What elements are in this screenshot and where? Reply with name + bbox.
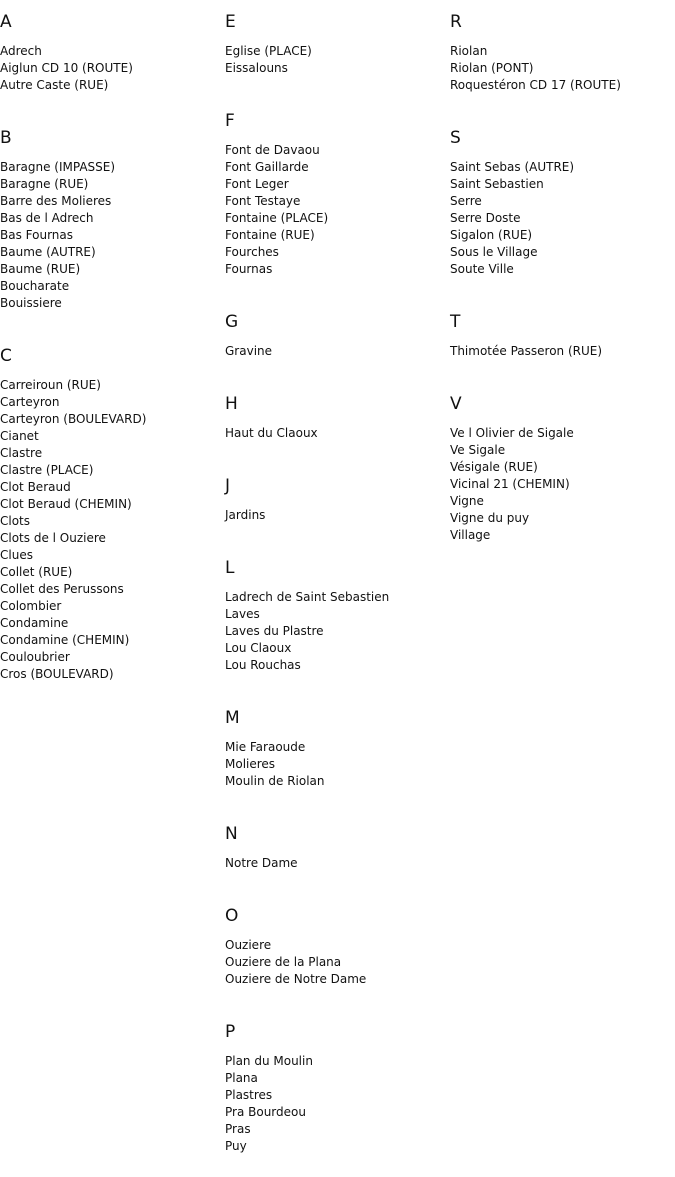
letter-group xyxy=(225,300,445,382)
street-name-link[interactable]: Eglise (PLACE) xyxy=(225,44,312,58)
letter-heading: M xyxy=(225,708,240,728)
street-name-link[interactable]: Carreiroun (RUE) xyxy=(0,378,101,392)
street-name-link[interactable]: Roquestéron CD 17 (ROUTE) xyxy=(450,78,621,92)
street-name-link[interactable]: Laves xyxy=(225,607,260,621)
street-name-link[interactable]: Saint Sebastien xyxy=(450,177,544,191)
street-name-link[interactable]: Jardins xyxy=(225,508,266,522)
street-name-link[interactable]: Riolan (PONT) xyxy=(450,61,534,75)
street-name-link[interactable]: Vésigale (RUE) xyxy=(450,460,538,474)
street-name-link[interactable]: Cros (BOULEVARD) xyxy=(0,667,114,681)
street-name-link[interactable]: Laves du Plastre xyxy=(225,624,324,638)
street-name-link[interactable]: Condamine xyxy=(0,616,69,630)
street-name-link[interactable]: Serre xyxy=(450,194,482,208)
street-list xyxy=(450,148,670,300)
street-name-link[interactable]: Sous le Village xyxy=(450,245,538,259)
street-name-link[interactable]: Collet (RUE) xyxy=(0,565,73,579)
letter-group xyxy=(225,0,445,99)
letter-group xyxy=(225,464,445,546)
street-name-link[interactable]: Fourches xyxy=(225,245,279,259)
street-name-link[interactable]: Plastres xyxy=(225,1088,273,1102)
street-name-link[interactable]: Notre Dame xyxy=(225,856,298,870)
street-name-link[interactable]: Haut du Claoux xyxy=(225,426,318,440)
street-name-link[interactable]: Gravine xyxy=(225,344,273,358)
letter-heading: F xyxy=(225,111,235,131)
street-name-link[interactable]: Autre Caste (RUE) xyxy=(0,78,109,92)
street-list xyxy=(450,332,670,382)
street-name-link[interactable]: Plana xyxy=(225,1071,258,1085)
letter-heading: O xyxy=(225,906,239,926)
street-name-link[interactable]: Serre Doste xyxy=(450,211,521,225)
letter-group xyxy=(225,99,445,300)
street-name-link[interactable]: Lou Rouchas xyxy=(225,658,301,672)
letter-group xyxy=(450,116,670,300)
street-name-link[interactable]: Puy xyxy=(225,1139,247,1153)
street-list xyxy=(225,844,445,894)
street-list xyxy=(225,1042,445,1177)
street-name-link[interactable]: Vicinal 21 (CHEMIN) xyxy=(450,477,570,491)
street-list xyxy=(450,414,670,566)
street-name-link[interactable]: Lou Claoux xyxy=(225,641,292,655)
street-name-link[interactable]: Clots de l Ouziere xyxy=(0,531,106,545)
letter-heading: E xyxy=(225,12,236,32)
street-name-link[interactable]: Village xyxy=(450,528,491,542)
street-name-link[interactable]: Ouziere xyxy=(225,938,272,952)
street-name-link[interactable]: Carteyron xyxy=(0,395,60,409)
street-name-link[interactable]: Saint Sebas (AUTRE) xyxy=(450,160,575,174)
letter-heading: S xyxy=(450,128,461,148)
street-name-link[interactable]: Sigalon (RUE) xyxy=(450,228,533,242)
street-name-link[interactable]: Ouziere de la Plana xyxy=(225,955,342,969)
street-name-link[interactable]: Baragne (IMPASSE) xyxy=(0,160,116,174)
street-name-link[interactable]: Fontaine (RUE) xyxy=(225,228,315,242)
letter-group xyxy=(225,696,445,812)
street-name-link[interactable]: Clot Beraud (CHEMIN) xyxy=(0,497,132,511)
letter-heading: J xyxy=(225,476,231,496)
letter-heading: V xyxy=(450,394,462,414)
letter-group xyxy=(0,116,220,334)
street-list xyxy=(450,32,670,116)
letter-group xyxy=(225,1010,445,1177)
street-name-link[interactable]: Bouissiere xyxy=(0,296,62,310)
letter-group xyxy=(225,894,445,1010)
letter-group xyxy=(0,0,220,116)
street-name-link[interactable]: Eissalouns xyxy=(225,61,288,75)
street-list xyxy=(225,578,445,696)
letter-heading: L xyxy=(225,558,235,578)
street-name-link[interactable]: Vigne xyxy=(450,494,484,508)
street-name-link[interactable]: Font Testaye xyxy=(225,194,301,208)
street-name-link[interactable]: Aiglun CD 10 (ROUTE) xyxy=(0,61,133,75)
letter-group xyxy=(450,300,670,382)
street-name-link[interactable]: Vigne du puy xyxy=(450,511,530,525)
street-name-link[interactable]: Boucharate xyxy=(0,279,70,293)
street-name-link[interactable]: Ve Sigale xyxy=(450,443,506,457)
street-name-link[interactable]: Condamine (CHEMIN) xyxy=(0,633,130,647)
street-name-link[interactable]: Clot Beraud xyxy=(0,480,71,494)
street-name-link[interactable]: Riolan xyxy=(450,44,488,58)
street-name-link[interactable]: Fournas xyxy=(225,262,273,276)
street-name-link[interactable]: Couloubrier xyxy=(0,650,70,664)
street-name-link[interactable]: Molieres xyxy=(225,757,276,771)
letter-group xyxy=(225,382,445,464)
street-name-link[interactable]: Ve l Olivier de Sigale xyxy=(450,426,574,440)
street-list xyxy=(225,32,445,99)
letter-heading: T xyxy=(450,312,461,332)
letter-heading: B xyxy=(0,128,12,148)
letter-heading: A xyxy=(0,12,12,32)
street-name-link[interactable]: Plan du Moulin xyxy=(225,1054,313,1068)
street-list xyxy=(225,728,445,812)
street-name-link[interactable]: Cianet xyxy=(0,429,39,443)
street-name-link[interactable]: Soute Ville xyxy=(450,262,514,276)
street-name-link[interactable]: Baume (AUTRE) xyxy=(0,245,96,259)
street-name-link[interactable]: Clastre (PLACE) xyxy=(0,463,94,477)
street-list xyxy=(225,131,445,300)
letter-heading: C xyxy=(0,346,12,366)
street-name-link[interactable]: Clastre xyxy=(0,446,43,460)
street-name-link[interactable]: Barre des Molieres xyxy=(0,194,112,208)
street-name-link[interactable]: Font Gaillarde xyxy=(225,160,309,174)
street-name-link[interactable]: Carteyron (BOULEVARD) xyxy=(0,412,147,426)
street-list xyxy=(0,366,220,705)
street-name-link[interactable]: Bas Fournas xyxy=(0,228,74,242)
letter-group xyxy=(450,382,670,566)
street-name-link[interactable]: Bas de l Adrech xyxy=(0,211,94,225)
street-list xyxy=(0,148,220,334)
street-name-link[interactable]: Baume (RUE) xyxy=(0,262,81,276)
street-name-link[interactable]: Pra Bourdeou xyxy=(225,1105,306,1119)
street-name-link[interactable]: Mie Faraoude xyxy=(225,740,306,754)
letter-group xyxy=(225,812,445,894)
street-name-link[interactable]: Collet des Perussons xyxy=(0,582,124,596)
street-index-column-2 xyxy=(225,0,445,1177)
street-name-link[interactable]: Baragne (RUE) xyxy=(0,177,89,191)
street-name-link[interactable]: Font de Davaou xyxy=(225,143,320,157)
street-list xyxy=(0,32,220,116)
street-list xyxy=(225,926,445,1010)
street-name-link[interactable]: Clots xyxy=(0,514,31,528)
street-index-column-1 xyxy=(0,0,220,705)
street-name-link[interactable]: Thimotée Passeron (RUE) xyxy=(450,344,603,358)
street-list xyxy=(225,496,445,546)
street-name-link[interactable]: Font Leger xyxy=(225,177,289,191)
street-name-link[interactable]: Adrech xyxy=(0,44,42,58)
street-name-link[interactable]: Pras xyxy=(225,1122,251,1136)
street-list xyxy=(225,332,445,382)
letter-heading: G xyxy=(225,312,239,332)
letter-heading: N xyxy=(225,824,238,844)
street-index-column-3 xyxy=(450,0,670,566)
letter-group xyxy=(225,546,445,696)
street-name-link[interactable]: Ladrech de Saint Sebastien xyxy=(225,590,390,604)
letter-heading: H xyxy=(225,394,238,414)
street-list xyxy=(225,414,445,464)
street-name-link[interactable]: Clues xyxy=(0,548,33,562)
street-name-link[interactable]: Moulin de Riolan xyxy=(225,774,325,788)
letter-heading: R xyxy=(450,12,462,32)
letter-group xyxy=(450,0,670,116)
street-name-link[interactable]: Fontaine (PLACE) xyxy=(225,211,329,225)
street-name-link[interactable]: Ouziere de Notre Dame xyxy=(225,972,367,986)
street-name-link[interactable]: Colombier xyxy=(0,599,62,613)
letter-heading: P xyxy=(225,1022,236,1042)
letter-group xyxy=(0,334,220,705)
